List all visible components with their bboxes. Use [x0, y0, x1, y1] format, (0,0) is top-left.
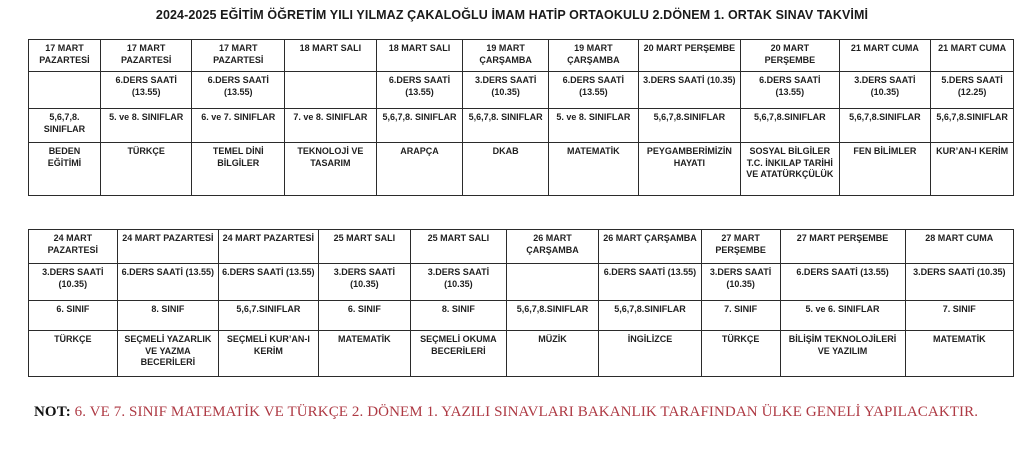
exam-date-cell: 25 MART SALI	[411, 230, 507, 264]
exam-date-cell: 18 MART SALI	[376, 40, 463, 72]
exam-time-cell: 3.DERS SAATİ (10.35)	[463, 72, 549, 109]
exam-date-cell: 20 MART PERŞEMBE	[741, 40, 839, 72]
exam-date-cell: 24 MART PAZARTESİ	[117, 230, 218, 264]
exam-date-cell: 19 MART ÇARŞAMBA	[549, 40, 639, 72]
exam-date-cell: 24 MART PAZARTESİ	[219, 230, 318, 264]
exam-classes-cell: 5,6,7.SINIFLAR	[219, 301, 318, 331]
exam-subject-row	[29, 143, 1014, 196]
exam-time-row	[29, 264, 1014, 301]
exam-time-cell	[506, 264, 599, 301]
exam-classes-cell: 5,6,7,8.SINIFLAR	[839, 109, 931, 143]
exam-subject-cell: KUR’AN-I KERİM	[931, 143, 1014, 196]
exam-subject-cell: DKAB	[463, 143, 549, 196]
exam-subject-cell: SOSYAL BİLGİLER T.C. İNKILAP TARİHİ VE ATATÜRKÇÜLÜK	[741, 143, 839, 196]
exam-classes-cell: 5,6,7,8. SINIFLAR	[376, 109, 463, 143]
exam-time-row	[29, 72, 1014, 109]
exam-table-week1	[28, 39, 1014, 196]
exam-classes-cell: 7. SINIF	[701, 301, 780, 331]
page-title: 2024-2025 EĞİTİM ÖĞRETİM YILI YILMAZ ÇAKALOĞLU İMAM HATİP ORTAOKULU 2.DÖNEM 1. ORTAK SINAV TAKVİMİ	[155, 8, 869, 22]
exam-subject-cell: TEMEL DİNİ BİLGİLER	[192, 143, 285, 196]
exam-classes-row	[29, 109, 1014, 143]
exam-date-cell: 26 MART ÇARŞAMBA	[506, 230, 599, 264]
exam-time-cell: 6.DERS SAATİ (13.55)	[100, 72, 192, 109]
exam-classes-cell: 5. ve 8. SINIFLAR	[100, 109, 192, 143]
exam-date-cell: 25 MART SALI	[318, 230, 411, 264]
exam-classes-row	[29, 301, 1014, 331]
exam-subject-cell: BEDEN EĞİTİMİ	[29, 143, 101, 196]
exam-time-cell	[285, 72, 377, 109]
exam-classes-cell: 5,6,7,8. SINIFLAR	[29, 109, 101, 143]
exam-date-cell: 27 MART PERŞEMBE	[701, 230, 780, 264]
exam-date-cell: 28 MART CUMA	[905, 230, 1013, 264]
exam-time-cell: 3.DERS SAATİ (10.35)	[29, 264, 118, 301]
exam-date-cell: 17 MART PAZARTESİ	[100, 40, 192, 72]
exam-date-cell: 27 MART PERŞEMBE	[780, 230, 905, 264]
footer-note-text: 6. VE 7. SINIF MATEMATİK VE TÜRKÇE 2. DÖNEM 1. YAZILI SINAVLARI BAKANLIK TARAFINDAN ÜLKE GENELİ YAPILACAKTIR.	[74, 404, 979, 420]
exam-table-week2	[28, 229, 1014, 377]
exam-date-row	[29, 40, 1014, 72]
exam-date-cell: 21 MART CUMA	[839, 40, 931, 72]
exam-subject-cell: İNGİLİZCE	[599, 331, 701, 377]
exam-time-cell: 3.DERS SAATİ (10.35)	[905, 264, 1013, 301]
exam-classes-cell: 5. ve 6. SINIFLAR	[780, 301, 905, 331]
exam-date-cell: 19 MART ÇARŞAMBA	[463, 40, 549, 72]
exam-date-cell: 18 MART SALI	[285, 40, 377, 72]
exam-time-cell: 3.DERS SAATİ (10.35)	[839, 72, 931, 109]
exam-classes-cell: 7. SINIF	[905, 301, 1013, 331]
exam-subject-cell: MÜZİK	[506, 331, 599, 377]
exam-classes-cell: 6. ve 7. SINIFLAR	[192, 109, 285, 143]
exam-date-cell: 26 MART ÇARŞAMBA	[599, 230, 701, 264]
exam-classes-cell: 5,6,7,8.SINIFLAR	[599, 301, 701, 331]
exam-classes-cell: 5,6,7,8.SINIFLAR	[506, 301, 599, 331]
exam-classes-cell: 5,6,7,8.SINIFLAR	[931, 109, 1014, 143]
exam-time-cell: 6.DERS SAATİ (13.55)	[599, 264, 701, 301]
exam-subject-cell: ARAPÇA	[376, 143, 463, 196]
exam-subject-cell: SEÇMELİ KUR’AN-I KERİM	[219, 331, 318, 377]
exam-subject-row	[29, 331, 1014, 377]
exam-time-cell: 5.DERS SAATİ (12.25)	[931, 72, 1014, 109]
exam-classes-cell: 8. SINIF	[117, 301, 218, 331]
exam-time-cell	[29, 72, 101, 109]
exam-time-cell: 6.DERS SAATİ (13.55)	[192, 72, 285, 109]
exam-time-cell: 3.DERS SAATİ (10.35)	[701, 264, 780, 301]
exam-date-cell: 20 MART PERŞEMBE	[638, 40, 740, 72]
exam-time-cell: 3.DERS SAATİ (10.35)	[638, 72, 740, 109]
exam-classes-cell: 7. ve 8. SINIFLAR	[285, 109, 377, 143]
exam-subject-cell: FEN BİLİMLER	[839, 143, 931, 196]
exam-classes-cell: 6. SINIF	[29, 301, 118, 331]
exam-time-cell: 6.DERS SAATİ (13.55)	[219, 264, 318, 301]
exam-subject-cell: BİLİŞİM TEKNOLOJİLERİ VE YAZILIM	[780, 331, 905, 377]
exam-time-cell: 6.DERS SAATİ (13.55)	[549, 72, 639, 109]
exam-subject-cell: TÜRKÇE	[29, 331, 118, 377]
exam-classes-cell: 5,6,7,8.SINIFLAR	[741, 109, 839, 143]
exam-subject-cell: TÜRKÇE	[100, 143, 192, 196]
exam-subject-cell: SEÇMELİ OKUMA BECERİLERİ	[411, 331, 507, 377]
exam-date-cell: 21 MART CUMA	[931, 40, 1014, 72]
exam-time-cell: 3.DERS SAATİ (10.35)	[411, 264, 507, 301]
exam-subject-cell: MATEMATİK	[905, 331, 1013, 377]
exam-subject-cell: MATEMATİK	[318, 331, 411, 377]
exam-subject-cell: PEYGAMBERİMİZİN HAYATI	[638, 143, 740, 196]
exam-classes-cell: 6. SINIF	[318, 301, 411, 331]
footer-note	[34, 404, 1024, 421]
exam-subject-cell: SEÇMELİ YAZARLIK VE YAZMA BECERİLERİ	[117, 331, 218, 377]
exam-date-cell: 24 MART PAZARTESİ	[29, 230, 118, 264]
exam-date-row	[29, 230, 1014, 264]
exam-subject-cell: TÜRKÇE	[701, 331, 780, 377]
exam-subject-cell: MATEMATİK	[549, 143, 639, 196]
exam-classes-cell: 5. ve 8. SINIFLAR	[549, 109, 639, 143]
exam-time-cell: 6.DERS SAATİ (13.55)	[117, 264, 218, 301]
exam-classes-cell: 5,6,7,8.SINIFLAR	[638, 109, 740, 143]
exam-classes-cell: 5,6,7,8. SINIFLAR	[463, 109, 549, 143]
exam-date-cell: 17 MART PAZARTESİ	[192, 40, 285, 72]
exam-time-cell: 3.DERS SAATİ (10.35)	[318, 264, 411, 301]
exam-classes-cell: 8. SINIF	[411, 301, 507, 331]
exam-subject-cell: TEKNOLOJİ VE TASARIM	[285, 143, 377, 196]
exam-time-cell: 6.DERS SAATİ (13.55)	[741, 72, 839, 109]
exam-date-cell: 17 MART PAZARTESİ	[29, 40, 101, 72]
exam-time-cell: 6.DERS SAATİ (13.55)	[780, 264, 905, 301]
footer-note-label: NOT:	[34, 404, 71, 420]
exam-time-cell: 6.DERS SAATİ (13.55)	[376, 72, 463, 109]
